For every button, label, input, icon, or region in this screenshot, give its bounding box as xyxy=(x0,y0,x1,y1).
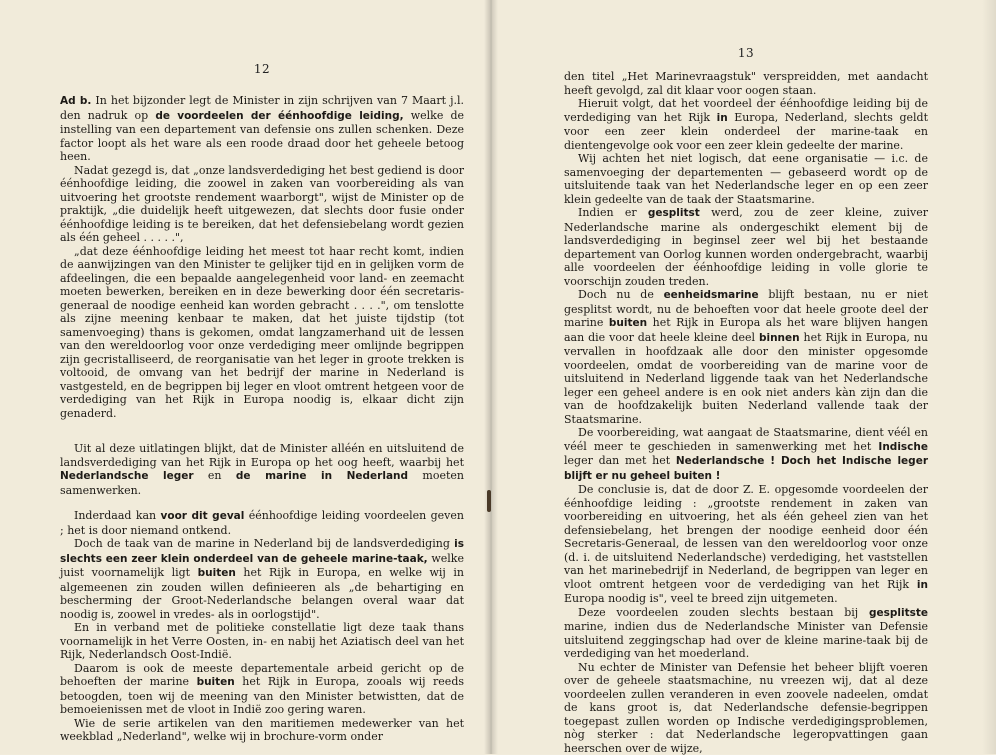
text-run: moeten samenwerken. xyxy=(60,469,464,497)
staple xyxy=(487,490,491,512)
text-run: Wij achten het niet logisch, dat eene organisatie — i.c. de samenvoeging der departementen — gebaseerd wordt op de uitsluitende taak van het Nederlandsche leger en op een zeer klein gedeelte van de taak der Staatsmarine. xyxy=(564,152,928,206)
bold-text: de marine in Nederland xyxy=(236,470,408,482)
bold-text: gesplitst xyxy=(648,207,700,219)
text-run: den titel „Het Marinevraagstuk" verspreidden, met aandacht heeft gevolgd, zal dit klaar voor oogen staan. xyxy=(564,70,928,97)
text-run: Inderdaad kan xyxy=(74,509,161,522)
paragraph xyxy=(60,662,464,717)
paragraph xyxy=(60,442,464,497)
bold-text: buiten xyxy=(197,676,235,688)
text-run: Indien er xyxy=(578,206,648,219)
page-number: 12 xyxy=(60,62,464,76)
text-run: het Rijk in Europa als het ware blijven hangen aan die voor dat heele kleine deel xyxy=(564,316,928,344)
bold-text: buiten xyxy=(198,567,236,579)
paragraph xyxy=(564,70,928,97)
bold-text: Nederlandsche leger xyxy=(60,470,194,482)
text-run: Wie de serie artikelen van den maritiemen medewerker van het weekblad „Nederland", welke wij in brochure-vorm onder xyxy=(60,717,464,744)
text-run: Daarom is ook de meeste departementale arbeid gericht op de behoeften der marine xyxy=(60,662,464,689)
text-run: het Rijk in Europa, zooals wij reeds betoogden, toen wij de meening van den Minister betwistten, dat de bemoeienissen met de vloot in Indië zoo gering waren. xyxy=(60,675,464,716)
paragraph xyxy=(60,621,464,662)
paragraph xyxy=(564,606,928,661)
text-run: Deze voordeelen zouden slechts bestaan bij xyxy=(578,606,869,619)
paragraph xyxy=(564,426,928,483)
text-run: het Rijk in Europa, nu vervallen in hoofdzaak alle door den minister opgesomde voordeelen, omdat de voorbereiding van de marine voor de uitsluitend in Nederland liggende taak van het Nederlandsche leger een geheel andere is en ook niet anders kàn zijn dan die van de hoofdzakelijk buiten Nederland vallende taak der Staatsmarine. xyxy=(564,331,928,426)
text-run: het Rijk in Europa, en welke wij in algemeenen zin zouden willen definieeren als „de behartiging en bescherming der Groot-Nederlandsche belangen overal waar dat noodig is, zoowel in vredes- als in oorlogstijd". xyxy=(60,566,464,621)
text-run: blijft bestaan, nu er niet gesplitst wordt, nu de behoeften voor dat heele groote deel der marine xyxy=(564,288,928,329)
text-run: Europa noodig is", veel te breed zijn uitgemeten. xyxy=(564,592,838,605)
bold-text: in xyxy=(917,579,928,591)
bold-text: is slechts een zeer klein onderdeel van de geheele marine-taak, xyxy=(60,538,464,565)
paragraph xyxy=(60,717,464,744)
text-run: Doch de taak van de marine in Nederland bij de landsverdediging xyxy=(74,537,454,550)
bold-text: Nederlandsche ! Doch het Indische leger blijft er nu geheel buiten ! xyxy=(564,455,928,482)
text-run: Uit al deze uitlatingen blijkt, dat de Minister alléén en uitsluitend de landsverdediging van het Rijk in Europa op het oog heeft, waarbij het xyxy=(60,442,464,469)
bold-text: eenheidsmarine xyxy=(664,289,759,301)
text-run: welke de instelling van een departement van defensie ons zullen schenken. Deze factor loopt als het ware als een roode draad door het geheele betoog heen. xyxy=(60,109,464,164)
bold-text: buiten xyxy=(609,317,647,329)
text-run: Doch nu de xyxy=(578,288,664,301)
text-run: éénhoofdige leiding voordeelen geven ; het is door niemand ontkend. xyxy=(60,509,464,537)
bold-text: gesplitste xyxy=(869,607,928,619)
left-page xyxy=(0,0,486,754)
page-number: 13 xyxy=(564,46,928,60)
paragraph xyxy=(564,288,928,426)
paragraph xyxy=(564,661,928,755)
paragraph xyxy=(60,537,464,621)
bold-text: voor dit geval xyxy=(161,510,245,522)
paragraph xyxy=(564,152,928,206)
text-run: Nu echter de Minister van Defensie het beheer blijft voeren over de geheele staatsmachine, nu vreezen wij, dat al deze voordeelen zullen veranderen in even zoovele nadeelen, omdat de kans groot is, dat Nederlandsche defensie-begrippen toegepast zullen worden op Indische verdedigingsproblemen, nòg sterker : dat Nederlandsche legeropvattingen gaan heerschen over de wijze, xyxy=(564,661,928,755)
text-run: De voorbereiding, wat aangaat de Staatsmarine, dient véél en véél meer te geschieden in samenwerking met het xyxy=(564,426,928,453)
paragraph xyxy=(60,245,464,421)
paragraph xyxy=(564,206,928,288)
paragraph xyxy=(60,164,464,245)
text-run: „dat deze éénhoofdige leiding het meest tot haar recht komt, indien de aanwijzingen van den Minister te gelijker tijd en in gelijken vorm de afdeelingen, die een bepaalde aangelegenheid voor land- en zeemacht moeten bewerken, bereiken en in deze bewerking door één secretaris-generaal de noodige eenheid kan worden gebracht . . . .", om tenslotte als zijne meening kenbaar te maken, dat het juiste tijdstip (tot samenvoeging) thans is gekomen, omdat langzamerhand uit de lessen van den wereldoorlog voor onze verdediging meer omlijnde begrippen zijn gecristalliseerd, de reorganisatie van het leger in groote trekken is voltooid, de omvang van het bedrijf der marine in Nederland is vastgesteld, en de begrippen bij leger en vloot omtrent hetgeen voor de verdediging van het Rijk in Europa noodig is, elkaar dicht zijn genaderd. xyxy=(60,245,464,420)
text-run: In het bijzonder legt de Minister in zijn schrijven van 7 Maart j.l. den nadruk op xyxy=(60,94,464,122)
text-run: Nadat gezegd is, dat „onze landsverdediging het best gediend is door éénhoofdige leiding, die zoowel in zaken van voorbereiding als van uitvoering het grootste rendement waarborgt", wijst de Minister op de praktijk, „die duidelijk heeft uitgewezen, dat slechts door fusie onder éénhoofdige leiding is te bereiken, dat het defensiebelang wordt gezien als één geheel . . . . .", xyxy=(60,164,464,245)
paragraph xyxy=(60,94,464,164)
text-run: En in verband met de politieke constellatie ligt deze taak thans voornamelijk in het Verre Oosten, in- en nabij het Aziatisch deel van het Rijk, Nederlandsch Oost-Indië. xyxy=(60,621,464,661)
text-run: werd, zou de zeer kleine, zuiver Nederlandsche marine als ondergeschikt element bij de landsverdediging in beginsel zeer wel bij het bestaande departement van Oorlog kunnen worden ondergebracht, waarbij alle voordeelen der éénhoofdige leiding in volle glorie te voorschijn zouden treden. xyxy=(564,206,928,288)
page-edge-shadow xyxy=(982,0,996,754)
right-page xyxy=(498,0,996,754)
book-gutter xyxy=(484,0,498,754)
bold-text: de voordeelen der éénhoofdige leiding, xyxy=(155,110,403,122)
text-run: De conclusie is, dat de door Z. E. opgesomde voordeelen der éénhoofdige leiding : „grootste rendement in zaken van voorbereiding en uitvoering, het als één geheel zien van het defensiebelang, het brengen der noodige eenheid door één Secretaris-Generaal, de lessen van den wereldoorlog voor onze (d. i. de uitsluitend Nederlandsche) verdediging, het vaststellen van het marinebedrijf in Nederland, de begrippen van leger en vloot omtrent hetgeen voor de verdediging van het Rijk xyxy=(564,483,928,591)
paragraph xyxy=(60,509,464,537)
bold-text: Indische xyxy=(878,441,928,453)
text-run: Hieruit volgt, dat het voordeel der éénhoofdige leiding bij de verdediging van het Rijk xyxy=(564,97,928,124)
text-run: leger dan met het xyxy=(564,454,676,467)
bold-text: Ad b. xyxy=(60,95,91,107)
bold-text: in xyxy=(717,112,728,124)
text-run: welke juist voornamelijk ligt xyxy=(60,552,464,580)
text-run: marine, indien dus de Nederlandsche Minister van Defensie uitsluitend zeggingschap had over de kleine marine-taak bij de verdediging van het moederland. xyxy=(564,620,928,660)
text-run: Europa, Nederland, slechts geldt voor een zeer klein onderdeel der marine-taak en dientengevolge ook voor een zeer klein gedeelte der marine. xyxy=(564,111,928,152)
paragraph xyxy=(564,97,928,152)
bold-text: binnen xyxy=(759,332,800,344)
paragraph xyxy=(564,483,928,606)
text-run: en xyxy=(194,469,236,482)
